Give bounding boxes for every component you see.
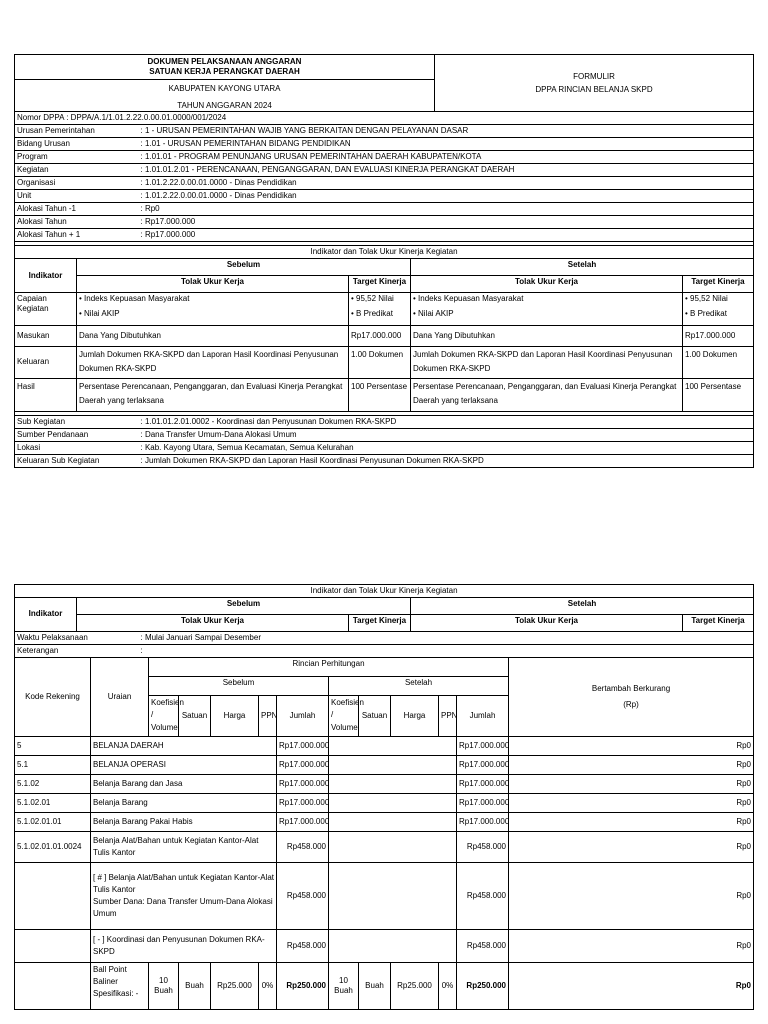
col-tolak-sebelum: Tolak Ukur Kerja <box>77 275 349 292</box>
table-row <box>15 774 754 793</box>
indikator-title: Indikator dan Tolak Ukur Kinerja Kegiatan <box>15 246 754 258</box>
hasil-sebelum-target: 100 Persentase <box>349 378 411 411</box>
koef-setelah: 10 Buah <box>329 962 359 1009</box>
kode: 5 <box>15 736 91 755</box>
fiscal-year: TAHUN ANGGARAN 2024 <box>177 100 272 110</box>
uraian-sub: [ - ] Koordinasi dan Penyusunan Dokumen RKA-SKPD <box>91 929 277 962</box>
jumlah-setelah: Rp17.000.000 <box>457 736 509 755</box>
satuan-setelah: Buah <box>359 962 391 1009</box>
jumlah-sebelum: Rp17.000.000 <box>277 755 329 774</box>
sub-row <box>15 929 754 962</box>
group-row <box>15 862 754 929</box>
col-jumlah: Jumlah <box>277 695 329 736</box>
info-value: : 1.01.2.22.0.00.01.0000 - Dinas Pendidikan <box>139 177 754 190</box>
doc-title-line2: SATUAN KERJA PERANGKAT DAERAH <box>149 66 300 76</box>
keterangan-value: : <box>139 644 754 657</box>
keluaran-sebelum-target: 1.00 Dokumen <box>349 346 411 378</box>
info-value: : Rp0 <box>139 203 754 216</box>
uraian: Belanja Alat/Bahan untuk Kegiatan Kantor-Alat Tulis Kantor <box>91 831 277 862</box>
label-hasil: Hasil <box>15 378 77 411</box>
selisih: Rp0 <box>509 831 754 862</box>
jumlah-sebelum: Rp458.000 <box>277 831 329 862</box>
col-setelah: Setelah <box>411 597 754 614</box>
row-capaian <box>15 292 754 325</box>
form-name: DPPA RINCIAN BELANJA SKPD <box>535 85 653 95</box>
capaian-setelah-target: • 95,52 Nilai • B Predikat <box>683 292 754 325</box>
uraian-group: [ # ] Belanja Alat/Bahan untuk Kegiatan Kantor-Alat Tulis Kantor Sumber Dana: Dana Transfer Umum-Dana Alokasi Umum <box>91 862 277 929</box>
masukan-setelah-target: Rp17.000.000 <box>683 325 754 346</box>
info-label: Kegiatan <box>15 164 139 177</box>
jumlah-sebelum: Rp458.000 <box>277 862 329 929</box>
indikator-table <box>14 246 754 415</box>
jumlah-sebelum: Rp17.000.000 <box>277 774 329 793</box>
harga-setelah: Rp25.000 <box>391 962 439 1009</box>
info-label: Urusan Pemerintahan <box>15 125 139 138</box>
item-row <box>15 962 754 1009</box>
info-label: Bidang Urusan <box>15 138 139 151</box>
jumlah-setelah: Rp250.000 <box>457 962 509 1009</box>
col-setelah: Setelah <box>329 676 509 695</box>
kode: 5.1.02.01.01.0024 <box>15 831 91 862</box>
sub-kegiatan-table <box>14 416 754 468</box>
doc-title-line1: DOKUMEN PELAKSANAAN ANGGARAN <box>147 57 302 66</box>
satuan-sebelum: Buah <box>179 962 211 1009</box>
jumlah-setelah: Rp458.000 <box>457 862 509 929</box>
col-indikator: Indikator <box>15 597 77 631</box>
koef-sebelum: 10 Buah <box>149 962 179 1009</box>
info-label: Alokasi Tahun + 1 <box>15 229 139 242</box>
selisih: Rp0 <box>509 862 754 929</box>
keluaran-sebelum-tolak: Jumlah Dokumen RKA-SKPD dan Laporan Hasil Koordinasi Penyusunan Dokumen RKA-SKPD <box>77 346 349 378</box>
col-target-setelah: Target Kinerja <box>683 275 754 292</box>
selisih: Rp0 <box>509 929 754 962</box>
nomor-dppa: Nomor DPPA : DPPA/A.1/1.01.2.22.0.00.01.0000/001/2024 <box>15 112 754 125</box>
col-bertambah-berkurang: Bertambah Berkurang (Rp) <box>509 658 754 737</box>
keterangan-label: Keterangan <box>15 644 139 657</box>
info-label: Organisasi <box>15 177 139 190</box>
uraian: BELANJA DAERAH <box>91 736 277 755</box>
col-setelah: Setelah <box>411 258 754 275</box>
col-ppn: PPN <box>259 695 277 736</box>
col-tolak-sebelum: Tolak Ukur Kerja <box>77 614 349 631</box>
sub-label: Sumber Pendanaan <box>15 428 139 441</box>
col-satuan: Satuan <box>359 695 391 736</box>
harga-sebelum: Rp25.000 <box>211 962 259 1009</box>
jumlah-setelah: Rp458.000 <box>457 929 509 962</box>
jumlah-setelah: Rp17.000.000 <box>457 774 509 793</box>
col-koefisien: Koefisien / Volume <box>149 695 179 736</box>
document-header <box>14 54 754 112</box>
waktu-label: Waktu Pelaksanaan <box>15 632 139 645</box>
info-value: : 1 - URUSAN PEMERINTAHAN WAJIB YANG BERKAITAN DENGAN PELAYANAN DASAR <box>139 125 754 138</box>
label-capaian: Capaian Kegiatan <box>15 292 77 325</box>
col-target-sebelum: Target Kinerja <box>349 614 411 631</box>
col-kode-rekening: Kode Rekening <box>15 658 91 737</box>
capaian-setelah-tolak: • Indeks Kepuasan Masyarakat • Nilai AKIP <box>411 292 683 325</box>
jumlah-sebelum: Rp458.000 <box>277 929 329 962</box>
col-harga: Harga <box>391 695 439 736</box>
jumlah-sebelum: Rp250.000 <box>277 962 329 1009</box>
waktu-value: : Mulai Januari Sampai Desember <box>139 632 754 645</box>
keluaran-setelah-target: 1.00 Dokumen <box>683 346 754 378</box>
row-masukan <box>15 325 754 346</box>
indikator-table-repeat <box>14 584 754 632</box>
uraian: Belanja Barang <box>91 793 277 812</box>
info-value: : Rp17.000.000 <box>139 216 754 229</box>
col-ppn: PPN <box>439 695 457 736</box>
sub-value: : Jumlah Dokumen RKA-SKPD dan Laporan Hasil Koordinasi Penyusunan Dokumen RKA-SKPD <box>139 454 754 467</box>
selisih: Rp0 <box>509 755 754 774</box>
kode: 5.1.02.01 <box>15 793 91 812</box>
info-value: : Rp17.000.000 <box>139 229 754 242</box>
row-keluaran <box>15 346 754 378</box>
col-tolak-setelah: Tolak Ukur Kerja <box>411 614 683 631</box>
label-masukan: Masukan <box>15 325 77 346</box>
col-harga: Harga <box>211 695 259 736</box>
table-row <box>15 812 754 831</box>
info-table <box>14 112 754 246</box>
info-label: Alokasi Tahun -1 <box>15 203 139 216</box>
sub-value: : Kab. Kayong Utara, Semua Kecamatan, Semua Kelurahan <box>139 441 754 454</box>
selisih: Rp0 <box>509 812 754 831</box>
dppa-page-1 <box>14 54 754 468</box>
capaian-sebelum-tolak: • Indeks Kepuasan Masyarakat • Nilai AKIP <box>77 292 349 325</box>
uraian: BELANJA OPERASI <box>91 755 277 774</box>
info-label: Program <box>15 151 139 164</box>
kode: 5.1 <box>15 755 91 774</box>
sub-label: Sub Kegiatan <box>15 416 139 429</box>
col-target-setelah: Target Kinerja <box>683 614 754 631</box>
info-label: Alokasi Tahun <box>15 216 139 229</box>
kode: 5.1.02 <box>15 774 91 793</box>
col-rincian-perhitungan: Rincian Perhitungan <box>149 658 509 677</box>
jumlah-sebelum: Rp17.000.000 <box>277 793 329 812</box>
col-target-sebelum: Target Kinerja <box>349 275 411 292</box>
ppn-setelah: 0% <box>439 962 457 1009</box>
sub-value: : 1.01.01.2.01.0002 - Koordinasi dan Penyusunan Dokumen RKA-SKPD <box>139 416 754 429</box>
jumlah-sebelum: Rp17.000.000 <box>277 812 329 831</box>
dppa-page-2 <box>14 584 754 1010</box>
col-koefisien: Koefisien / Volume <box>329 695 359 736</box>
jumlah-setelah: Rp17.000.000 <box>457 755 509 774</box>
sub-label: Lokasi <box>15 441 139 454</box>
selisih: Rp0 <box>509 793 754 812</box>
form-label: FORMULIR <box>573 71 615 81</box>
table-row <box>15 831 754 862</box>
info-value: : 1.01 - URUSAN PEMERINTAHAN BIDANG PENDIDIKAN <box>139 138 754 151</box>
header-right <box>435 55 754 112</box>
col-tolak-setelah: Tolak Ukur Kerja <box>411 275 683 292</box>
hasil-setelah-tolak: Persentase Perencanaan, Penganggaran, dan Evaluasi Kinerja Perangkat Daerah yang terlaksana <box>411 378 683 411</box>
sub-label: Keluaran Sub Kegiatan <box>15 454 139 467</box>
region: KABUPATEN KAYONG UTARA <box>15 79 434 94</box>
masukan-setelah-tolak: Dana Yang Dibutuhkan <box>411 325 683 346</box>
table-row <box>15 793 754 812</box>
jumlah-setelah: Rp17.000.000 <box>457 812 509 831</box>
hasil-sebelum-tolak: Persentase Perencanaan, Penganggaran, dan Evaluasi Kinerja Perangkat Daerah yang terlaksana <box>77 378 349 411</box>
header-left <box>15 55 435 112</box>
col-sebelum: Sebelum <box>77 597 411 614</box>
selisih: Rp0 <box>509 774 754 793</box>
label-keluaran: Keluaran <box>15 346 77 378</box>
selisih: Rp0 <box>509 962 754 1009</box>
uraian: Belanja Barang Pakai Habis <box>91 812 277 831</box>
uraian-item: Ball Point Baliner Spesifikasi: - <box>91 962 149 1009</box>
ppn-sebelum: 0% <box>259 962 277 1009</box>
col-indikator: Indikator <box>15 258 77 292</box>
row-hasil <box>15 378 754 411</box>
info-value: : 1.01.2.22.0.00.01.0000 - Dinas Pendidikan <box>139 190 754 203</box>
jumlah-sebelum: Rp17.000.000 <box>277 736 329 755</box>
masukan-sebelum-target: Rp17.000.000 <box>349 325 411 346</box>
waktu-table <box>14 632 754 658</box>
col-uraian: Uraian <box>91 658 149 737</box>
table-row <box>15 736 754 755</box>
rincian-table <box>14 658 754 1010</box>
keluaran-setelah-tolak: Jumlah Dokumen RKA-SKPD dan Laporan Hasil Koordinasi Penyusunan Dokumen RKA-SKPD <box>411 346 683 378</box>
sub-value: : Dana Transfer Umum-Dana Alokasi Umum <box>139 428 754 441</box>
col-sebelum: Sebelum <box>77 258 411 275</box>
info-value: : 1.01.01.2.01 - PERENCANAAN, PENGANGGARAN, DAN EVALUASI KINERJA PERANGKAT DAERAH <box>139 164 754 177</box>
info-label: Unit <box>15 190 139 203</box>
selisih: Rp0 <box>509 736 754 755</box>
capaian-sebelum-target: • 95,52 Nilai • B Predikat <box>349 292 411 325</box>
col-sebelum: Sebelum <box>149 676 329 695</box>
info-value: : 1.01.01 - PROGRAM PENUNJANG URUSAN PEMERINTAHAN DAERAH KABUPATEN/KOTA <box>139 151 754 164</box>
col-satuan: Satuan <box>179 695 211 736</box>
table-row <box>15 755 754 774</box>
jumlah-setelah: Rp17.000.000 <box>457 793 509 812</box>
col-jumlah: Jumlah <box>457 695 509 736</box>
indikator-title: Indikator dan Tolak Ukur Kinerja Kegiatan <box>15 585 754 598</box>
uraian: Belanja Barang dan Jasa <box>91 774 277 793</box>
hasil-setelah-target: 100 Persentase <box>683 378 754 411</box>
kode: 5.1.02.01.01 <box>15 812 91 831</box>
jumlah-setelah: Rp458.000 <box>457 831 509 862</box>
masukan-sebelum-tolak: Dana Yang Dibutuhkan <box>77 325 349 346</box>
